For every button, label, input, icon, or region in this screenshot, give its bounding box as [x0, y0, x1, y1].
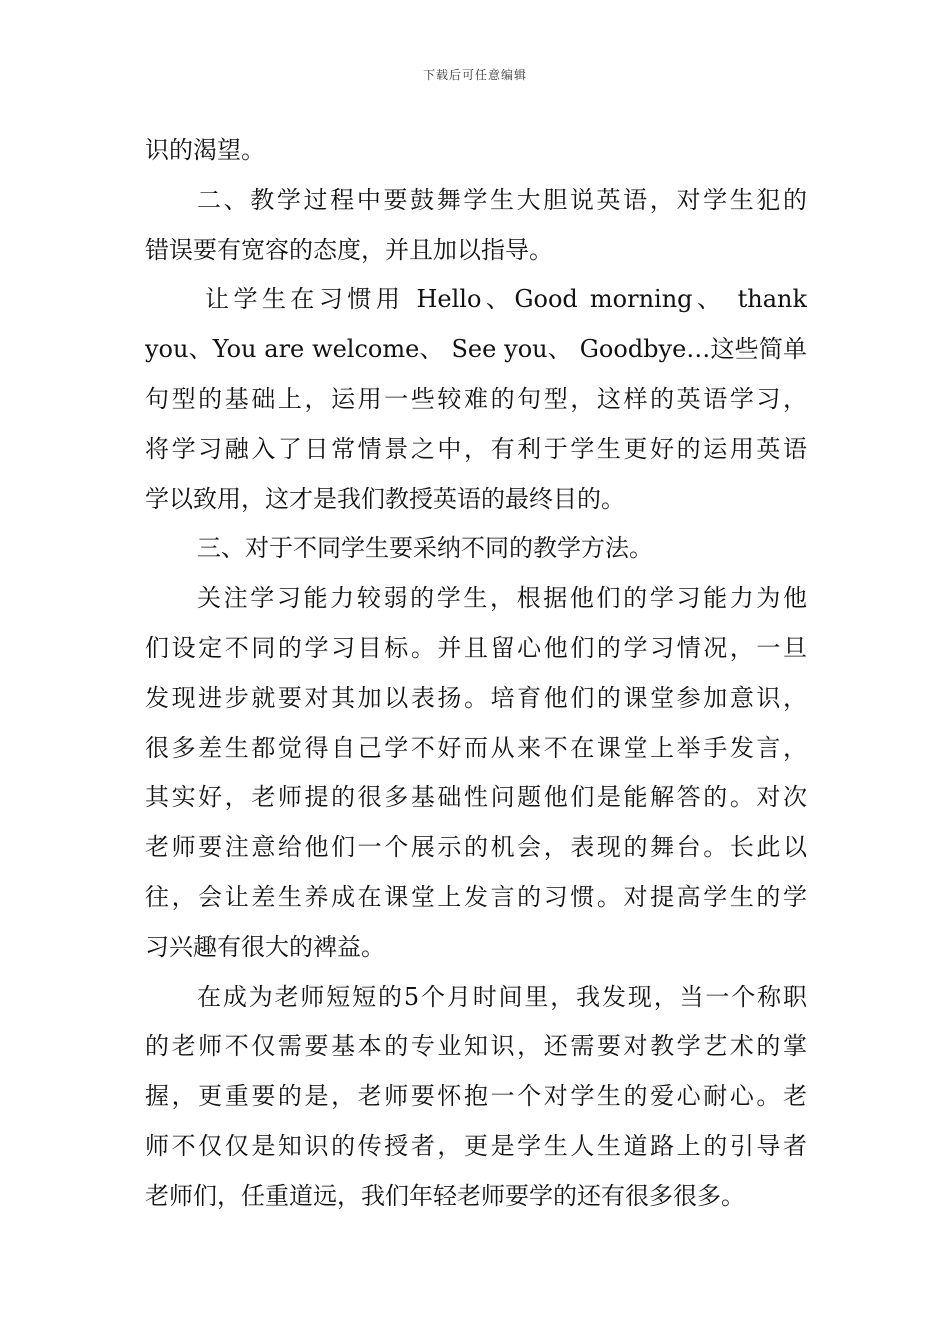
text-line: 二、教学过程中要鼓舞学生大胆说英语，对学生犯的	[197, 185, 807, 214]
text-line: 错误要有宽容的态度，并且加以指导。	[145, 235, 553, 264]
text-line: 很多差生都觉得自己学不好而从来不在课堂上举手发言，	[145, 733, 807, 762]
text-line: 其实好，老师提的很多基础性问题他们是能解答的。对次	[145, 783, 807, 812]
page-header: 下载后可任意编辑	[422, 68, 527, 82]
text-line: 三、对于不同学生要采纳不同的教学方法。	[197, 534, 653, 563]
text-line: 让学生在习惯用 Hello、Good morning、 thank	[205, 285, 807, 314]
text-line: 发现进步就要对其加以表扬。培育他们的课堂参加意识，	[145, 683, 807, 712]
text-line: 识的渴望。	[145, 136, 265, 164]
text-line: 关注学习能力较弱的学生，根据他们的学习能力为他	[197, 584, 807, 613]
text-line: 将学习融入了日常情景之中，有利于学生更好的运用英语	[145, 434, 807, 463]
text-line: 习兴趣有很大的裨益。	[145, 932, 385, 961]
text-line: 学以致用，这才是我们教授英语的最终目的。	[145, 484, 625, 513]
text-line: 在成为老师短短的5个月时间里，我发现，当一个称职	[197, 982, 807, 1011]
text-line: 老师们，任重道远，我们年轻老师要学的还有很多很多。	[145, 1181, 745, 1210]
text-line: 句型的基础上，运用一些较难的句型，这样的英语学习，	[145, 384, 807, 413]
text-line: 往，会让差生养成在课堂上发言的习惯。对提高学生的学	[145, 882, 807, 911]
text-line: you、You are welcome、 See you、 Goodbye…这些简单	[145, 335, 807, 364]
text-line: 师不仅仅是知识的传授者，更是学生人生道路上的引导者	[145, 1131, 807, 1160]
text-line: 的老师不仅需要基本的专业知识，还需要对教学艺术的掌	[145, 1032, 807, 1061]
document-body	[145, 126, 807, 1222]
text-line: 握，更重要的是，老师要怀抱一个对学生的爱心耐心。老	[145, 1082, 807, 1111]
text-line: 老师要注意给他们一个展示的机会，表现的舞台。长此以	[145, 833, 807, 862]
text-line: 们设定不同的学习目标。并且留心他们的学习情况，一旦	[145, 633, 807, 662]
